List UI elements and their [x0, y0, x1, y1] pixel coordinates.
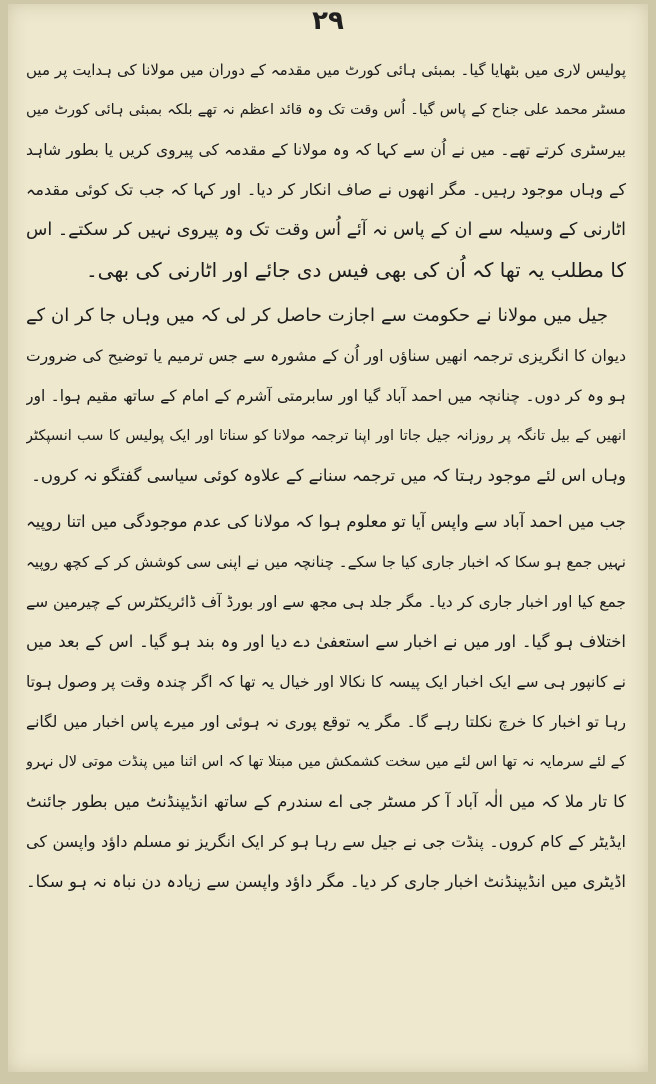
- text-line: نہیں جمع ہو سکا کہ اخبار جاری کیا جا سکے۔ چنانچہ میں نے اپنی سی کوشش کر کے کچھ روپیہ: [26, 553, 626, 571]
- text-line: اٹارنی کے وسیلہ سے ان کے پاس نہ آئے اُس وقت تک وہ پیروی نہیں کر سکتے۔ اس: [26, 220, 626, 240]
- text-line: نے کانپور ہی سے ایک اخبار ایک پیسہ کا نکالا اور خیال یہ تھا کہ اگر چندہ وقت پر وصول ہوتا: [26, 673, 626, 691]
- text-line: کا مطلب یہ تھا کہ اُن کی بھی فیس دی جائے اور اٹارنی کی بھی۔: [85, 258, 626, 282]
- text-line: انھیں کے بیل تانگہ پر روزانہ جیل جاتا اور اپنا ترجمہ مولانا کو سناتا اور ایک پولیس کا سب انسپکٹر: [26, 428, 626, 444]
- book-page: [8, 4, 648, 1072]
- page-number: ۲۹: [312, 6, 344, 36]
- text-line: پولیس لاری میں بٹھایا گیا۔ بمبئی ہائی کورٹ میں مقدمہ کے دوران میں مولانا کی ہدایت پر میں: [26, 61, 626, 79]
- text-line: کے لئے سرمایہ نہ تھا اس لئے میں سخت کشمکش میں مبتلا تھا کہ اس اثنا میں پنڈت موتی لال نہرو: [26, 754, 626, 770]
- text-line: دیوان کا انگریزی ترجمہ انھیں سناؤں اور اُن کے مشورہ سے جس ترمیم یا توضیح کی ضرورت: [26, 347, 626, 365]
- paragraph-3: [26, 502, 626, 902]
- text-line: مسٹر محمد علی جناح کے پاس گیا۔ اُس وقت تک وہ قائد اعظم نہ تھے بلکہ بمبئی ہائی کورٹ میں: [26, 102, 626, 118]
- text-line: رہا تو اخبار کا خرچ نکلتا رہے گا۔ مگر یہ توقع پوری نہ ہوئی اور میرے پاس اخبار میں لگانے: [26, 713, 626, 731]
- text-line: کے وہاں موجود رہیں۔ مگر انھوں نے صاف انکار کر دیا۔ اور کہا کہ جب تک کوئی مقدمہ: [26, 180, 626, 199]
- text-line: جب میں احمد آباد سے واپس آیا تو معلوم ہوا کہ مولانا کی عدم موجودگی میں اتنا روپیہ: [26, 512, 626, 531]
- text-line: ہو وہ کر دوں۔ چنانچہ میں احمد آباد گیا اور سابرمتی آشرم کے امام کے ساتھ مقیم ہوا۔ اور: [26, 387, 626, 405]
- text-line: بیرسٹری کرتے تھے۔ میں نے اُن سے کہا کہ وہ مولانا کے مقدمہ کی پیروی کریں یا بطور شاہد: [26, 141, 626, 159]
- text-line: جمع کیا اور اخبار جاری کر دیا۔ مگر جلد ہی مجھ سے اور بورڈ آف ڈائریکٹرس کے چیرمین سے: [26, 593, 626, 611]
- page-body: [26, 50, 626, 902]
- paragraph-2: [26, 296, 626, 496]
- text-line: اڈیٹری میں انڈیپنڈنٹ اخبار جاری کر دیا۔ مگر داؤد واپسن سے زیادہ دن نباہ نہ ہو سکا۔: [26, 872, 626, 891]
- text-line: اختلاف ہو گیا۔ اور میں نے اخبار سے استعفیٰ دے دیا اور وہ بند ہو گیا۔ اس کے بعد میں: [26, 632, 626, 651]
- text-line: کا تار ملا کہ میں الٰہ آباد آ کر مسٹر جی اے سندرم کے ساتھ انڈیپنڈنٹ میں بطور جائنٹ: [26, 792, 626, 811]
- paragraph-1: [26, 50, 626, 290]
- text-line: ایڈیٹر کے کام کروں۔ پنڈت جی نے جیل سے رہا ہو کر ایک انگریز نو مسلم داؤد واپسن کی: [26, 832, 626, 851]
- text-line: وہاں اس لئے موجود رہتا کہ میں ترجمہ سنانے کے علاوہ کوئی سیاسی گفتگو نہ کروں۔: [31, 466, 626, 485]
- text-line: جیل میں مولانا نے حکومت سے اجازت حاصل کر لی کہ میں وہاں جا کر ان کے: [26, 305, 608, 326]
